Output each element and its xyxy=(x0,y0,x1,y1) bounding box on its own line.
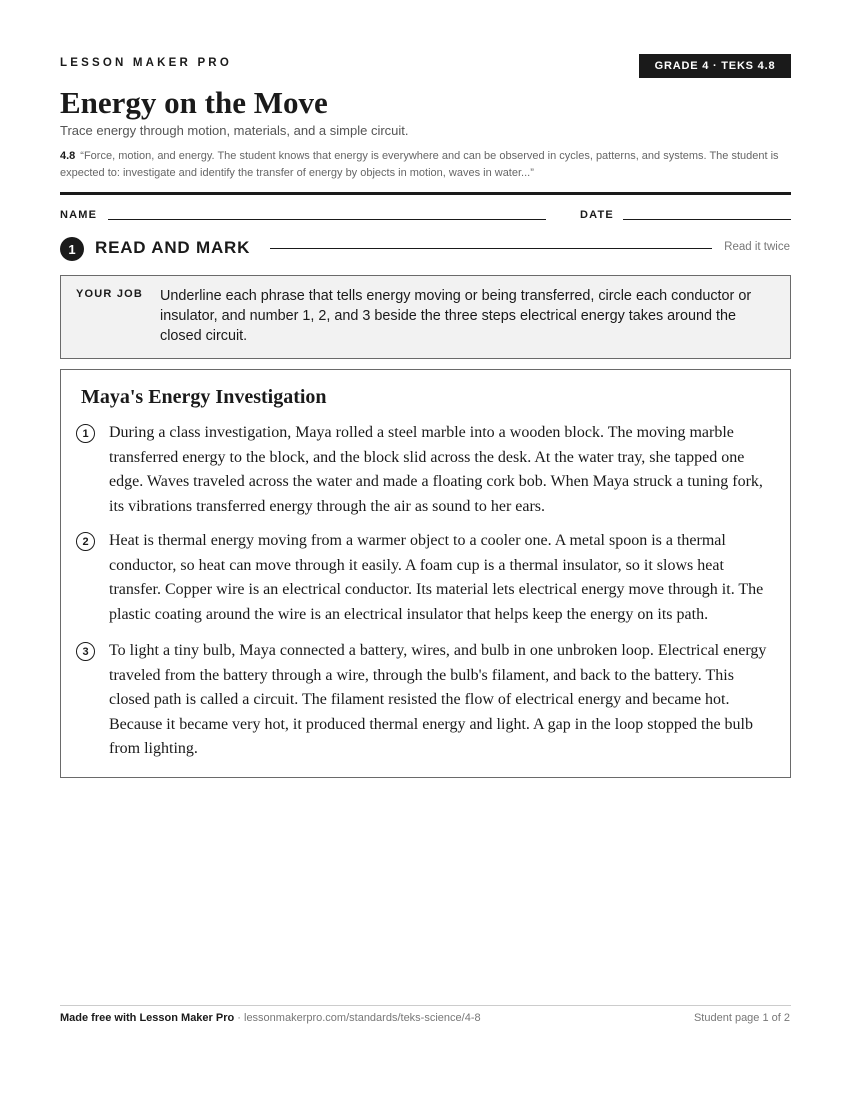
footer-made-with: Made free with Lesson Maker Pro xyxy=(60,1012,235,1024)
paragraph-number: 2 xyxy=(76,532,95,551)
brand-name: LESSON MAKER PRO xyxy=(60,57,232,69)
paragraph-text: During a class investigation, Maya rolled a steel marble into a wooden block. The moving marble transferred energy to the block, and the block slid across the desk. At the water tray, she tapped one edge. Waves traveled across the water and made a floating cork bob. When Maya struck a tuning fork, its vibrations transferred energy through the air as sound to her ears. xyxy=(109,424,763,515)
section-title: READ AND MARK xyxy=(95,238,251,257)
standard-description xyxy=(60,148,792,182)
date-field[interactable] xyxy=(623,219,791,220)
paragraph-number: 3 xyxy=(76,642,95,661)
job-text: Underline each phrase that tells energy moving or being transferred, circle each conductor or insulator, and number 1, 2, and 3 beside the three steps electrical energy takes around the closed circuit. xyxy=(160,288,752,344)
paragraph-number: 1 xyxy=(76,424,95,443)
worksheet-title: Energy on the Move xyxy=(60,85,328,120)
footer-divider xyxy=(60,1005,791,1006)
grade-badge: GRADE 4 · TEKS 4.8 xyxy=(639,54,791,78)
header-divider xyxy=(60,192,791,195)
job-label: YOUR JOB xyxy=(76,288,144,300)
section-divider xyxy=(270,248,712,249)
section-note: Read it twice xyxy=(724,241,790,253)
paragraph-text: To light a tiny bulb, Maya connected a battery, wires, and bulb in one unbroken loop. Electrical energy traveled from the battery through a wire, through the bulb's filament, and back to the battery. This closed path is called a circuit. The filament resisted the flow of electrical energy and became hot. Because it became very hot, it produced thermal energy and light. A gap in the loop stopped the bulb from lighting. xyxy=(109,642,767,757)
reading-passage xyxy=(60,369,791,778)
standard-text: “Force, motion, and energy. The student knows that energy is everywhere and can be observed in cycles, patterns, and systems. The student is expected to: investigate and identify the transfer of energy by objects in motion, waves in water...” xyxy=(60,150,779,179)
worksheet-subtitle: Trace energy through motion, materials, and a simple circuit. xyxy=(60,123,409,138)
name-label: NAME xyxy=(60,209,98,221)
paragraph-text: Heat is thermal energy moving from a warmer object to a cooler one. A metal spoon is a thermal conductor, so heat can move through it easily. A foam cup is a thermal insulator, so it slows heat transfer. Copper wire is an electrical conductor. Its material lets electrical energy move through it. The plastic coating around the wire is an electrical insulator that helps keep the energy on its path. xyxy=(109,532,764,623)
standard-code: 4.8 xyxy=(60,150,76,162)
passage-title: Maya's Energy Investigation xyxy=(81,386,327,408)
job-instructions-box xyxy=(60,275,791,359)
footer-url[interactable]: · lessonmakerpro.com/standards/teks-science/4-8 xyxy=(234,1012,481,1024)
section-number-badge: 1 xyxy=(60,237,84,261)
date-label: DATE xyxy=(580,209,614,221)
footer-credit xyxy=(60,1012,481,1024)
name-field[interactable] xyxy=(108,219,546,220)
page-indicator: Student page 1 of 2 xyxy=(693,1012,790,1024)
